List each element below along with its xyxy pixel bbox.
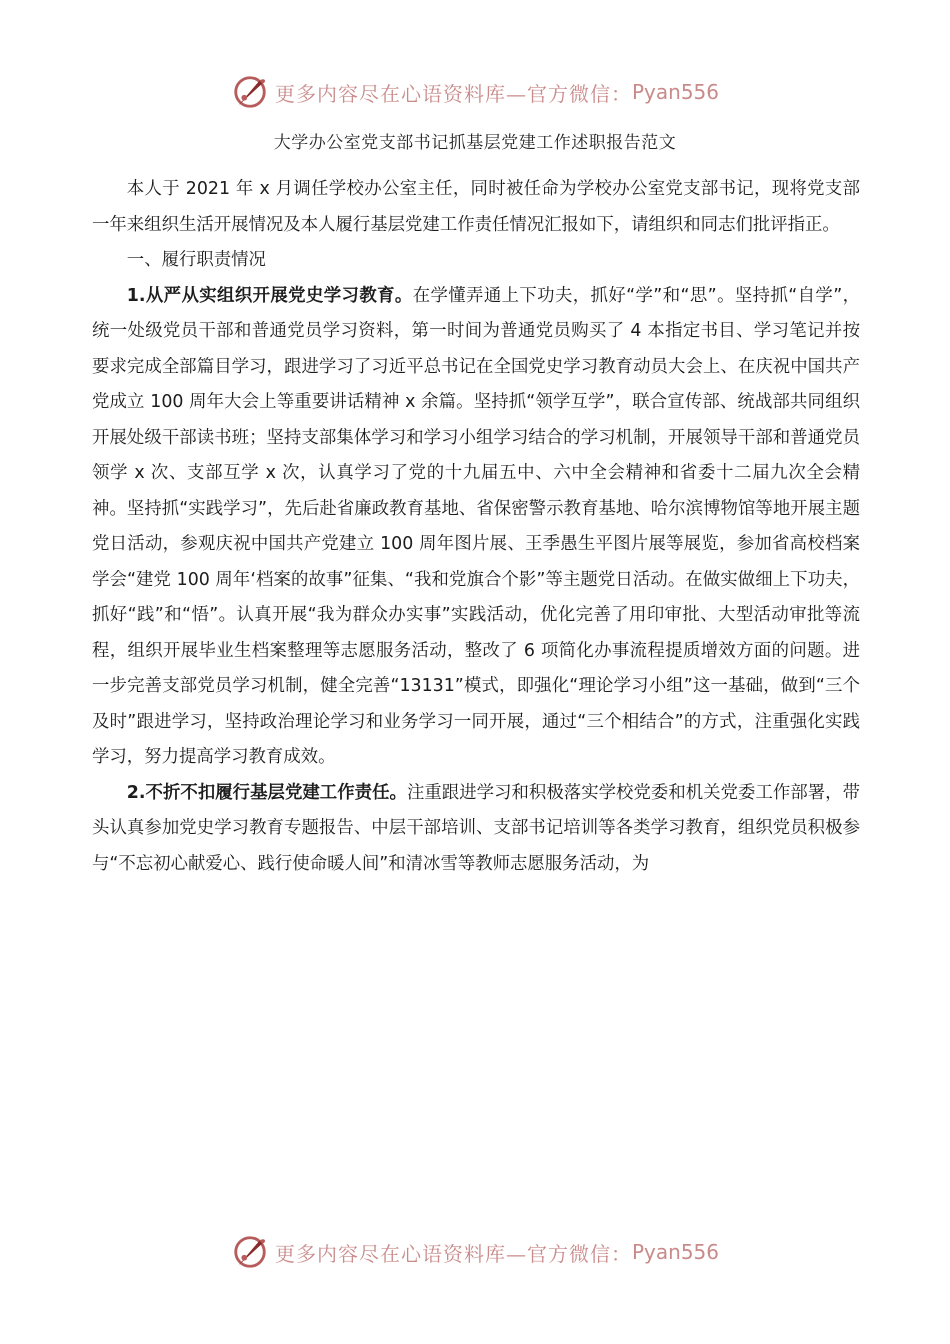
header-watermark-banner (0, 70, 950, 114)
quill-logo-icon (231, 73, 269, 111)
document-title: 大学办公室党支部书记抓基层党建工作述职报告范文 (273, 133, 677, 153)
watermark-text: 更多内容尽在心语资料库—官方微信： (274, 1241, 632, 1266)
item-1-body: 在学懂弄通上下功夫，抓好“学”和“思”。坚持抓“自学”，统一处级党员干部和普通党员学习资料，第一时间为普通党员购买了 4 本指定书目、学习笔记并按要求完成全部篇目学习，跟进学习了习近平总书记在全国党史学习教育动员大会上、在庆祝中国共产党成立 100 周年大会上等重要讲话精神 x 余篇。坚持抓“领学互学”，联合宣传部、统战部共同组织开展处级干部读书班；坚持支部集体学习和学习小组学习结合的学习机制，开展领导干部和普通党员领学 x 次、支部互学 x 次，认真学习了党的十九届五中、六中全会精神和省委十二届九次全会精神。坚持抓“实践学习”，先后赴省廉政教育基地、省保密警示教育基地、哈尔滨博物馆等地开展主题党日活动，参观庆祝中国共产党建立 100 周年图片展、王季愚生平图片展等展览，参加省高校档案学会“建党 100 周年‘档案的故事”征集、“我和党旗合个影”等主题党日活动。在做实做细上下功夫，抓好“践”和“悟”。认真开展“我为群众办实事”实践活动，优化完善了用印审批、大型活动审批等流程，组织开展毕业生档案整理等志愿服务活动，整改了 6 项简化办事流程提质增效方面的问题。进一步完善支部党员学习机制，健全完善“13131”模式，即强化“理论学习小组”这一基础，做到“三个及时”跟进学习，坚持政治理论学习和业务学习一同开展，通过“三个相结合”的方式，注重强化实践学习，努力提高学习教育成效。 (92, 285, 860, 767)
watermark-text: 更多内容尽在心语资料库—官方微信： (274, 81, 632, 106)
intro-paragraph: 本人于 2021 年 x 月调任学校办公室主任，同时被任命为学校办公室党支部书记，现将党支部一年来组织生活开展情况及本人履行基层党建工作责任情况汇报如下，请组织和同志们批评指正。 (92, 179, 860, 235)
wechat-id: Pyan556 (631, 1240, 719, 1264)
item-2-lead: 2.不折不扣履行基层党建工作责任。 (126, 782, 407, 803)
item-1-lead: 1.从严从实组织开展党史学习教育。 (126, 285, 413, 306)
item-1-paragraph (92, 279, 860, 776)
item-2-paragraph (92, 776, 860, 883)
document-body (92, 172, 860, 882)
section-heading: 一、履行职责情况 (126, 250, 266, 270)
wechat-id: Pyan556 (631, 80, 719, 104)
footer-watermark-banner (0, 1230, 950, 1274)
quill-logo-icon (231, 1233, 269, 1271)
item-2-body: 注重跟进学习和积极落实学校党委和机关党委工作部署，带头认真参加党史学习教育专题报告、中层干部培训、支部书记培训等各类学习教育，组织党员积极参与“不忘初心献爱心、践行使命暖人间”和清冰雪等教师志愿服务活动，为 (92, 782, 860, 874)
